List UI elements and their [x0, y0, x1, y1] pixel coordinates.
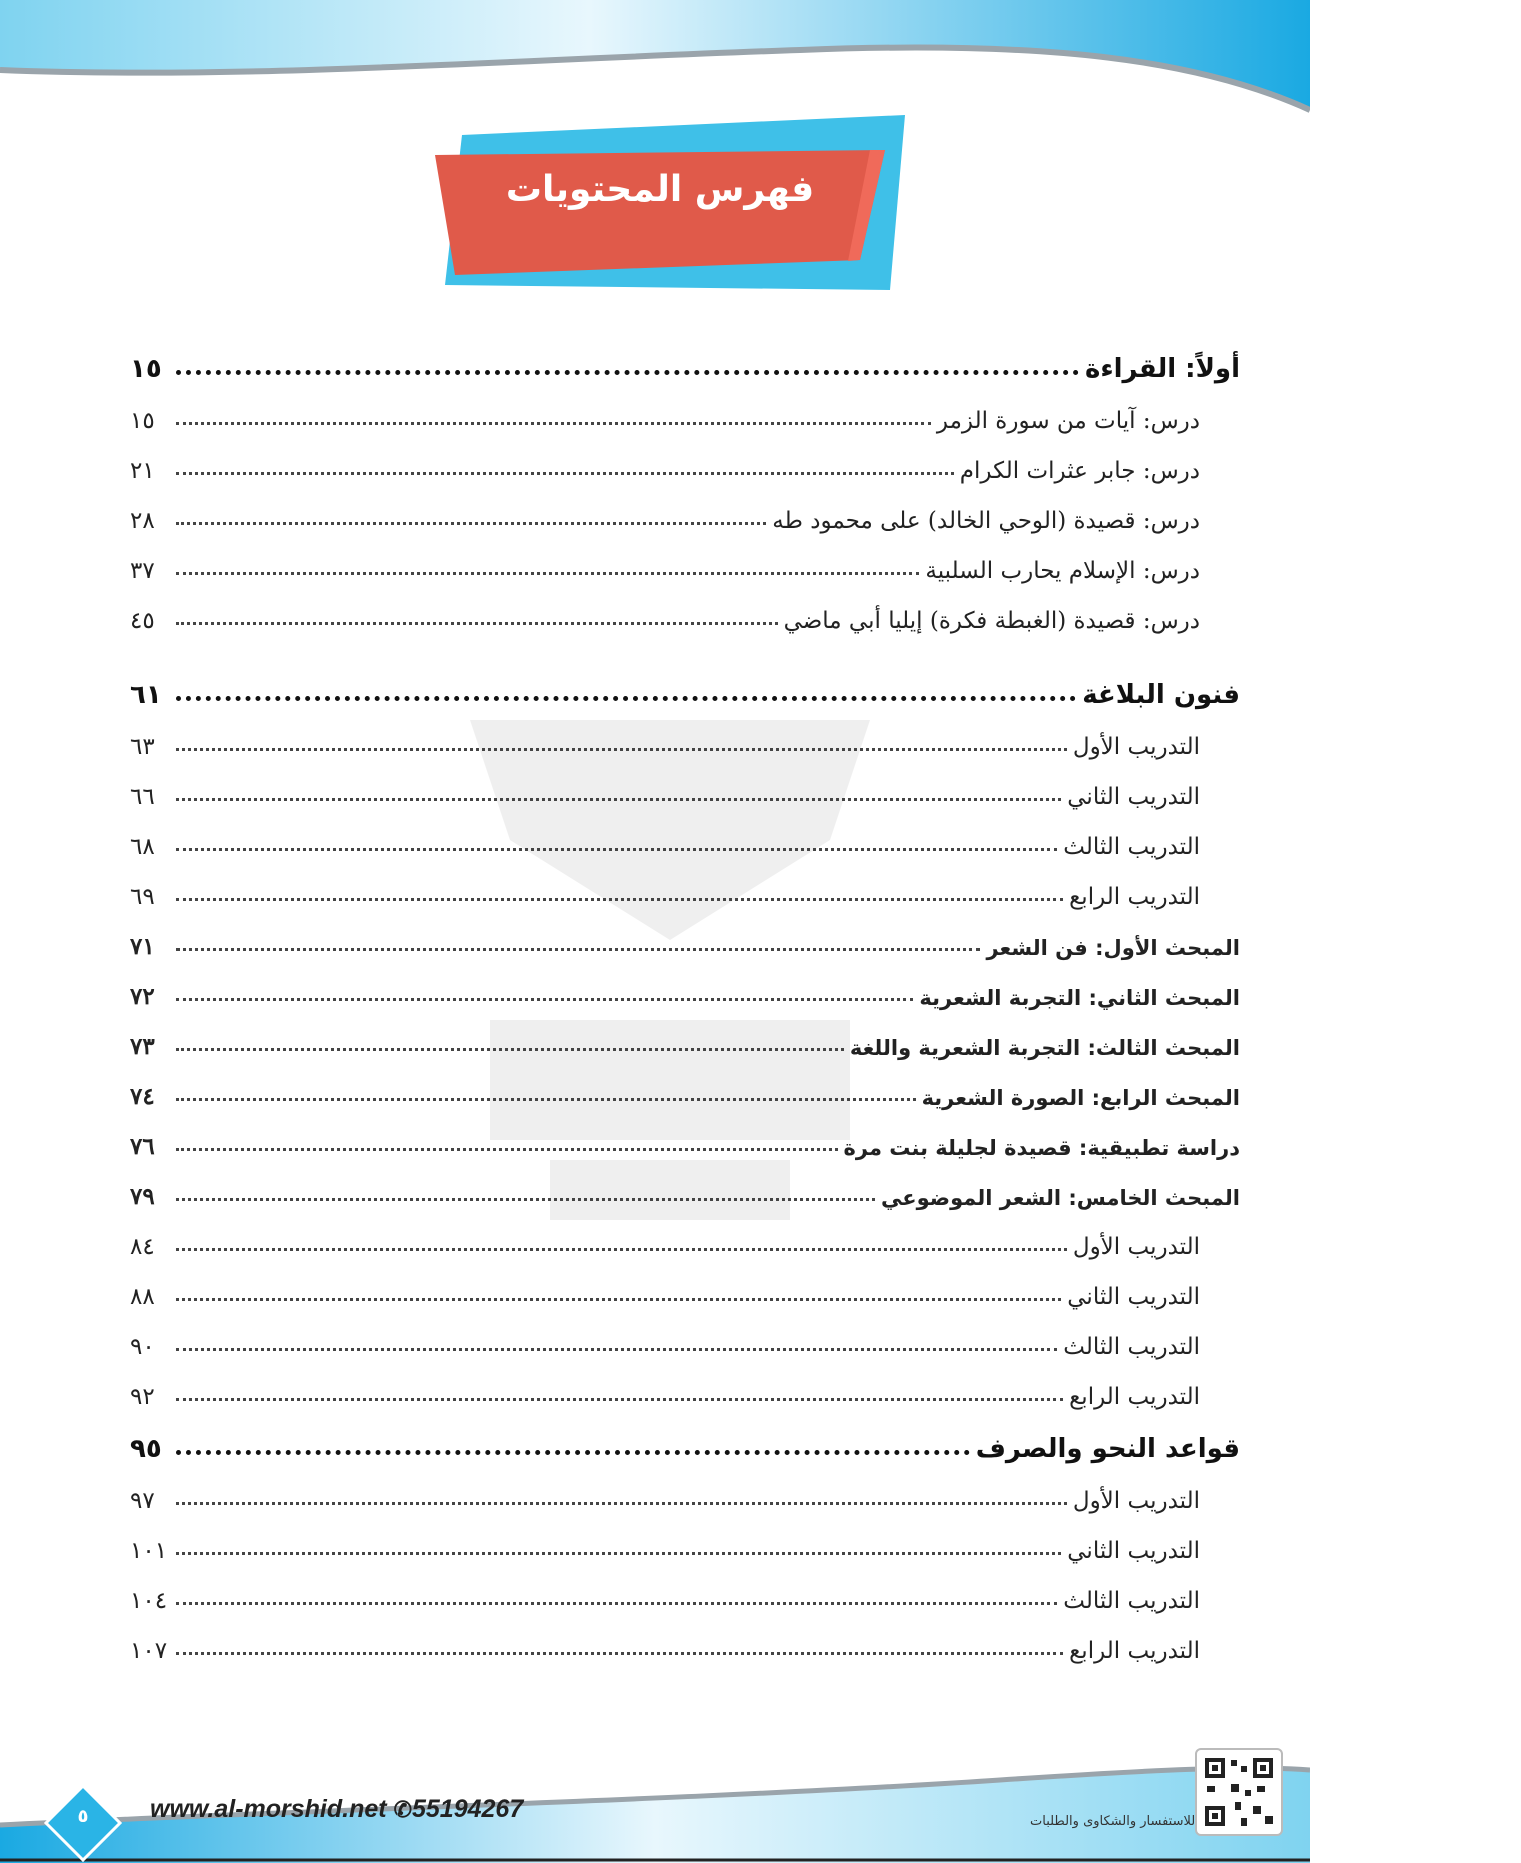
toc-entry-title: التدريب الرابع: [1069, 1638, 1200, 1664]
toc-entry-title: التدريب الأول: [1072, 734, 1200, 760]
toc-row[interactable]: [130, 1260, 1240, 1310]
toc-page-number: ٩٧: [130, 1488, 155, 1514]
toc-page-number: ٣٧: [130, 558, 155, 584]
toc-page-number: ٧١: [130, 933, 155, 960]
toc-entry-title: التدريب الرابع: [1069, 1384, 1200, 1410]
dot-leader: [176, 998, 913, 1001]
dot-leader: [176, 898, 1063, 901]
toc-page-number: ٩٢: [130, 1384, 155, 1410]
toc-page-number: ٦٨: [130, 834, 155, 860]
toc-page-number: ٩٥: [130, 1434, 162, 1464]
toc-entry-title: المبحث الثالث: التجربة الشعرية واللغة: [849, 1036, 1240, 1060]
dot-leader: [176, 1398, 1063, 1401]
page-title: فهرس المحتويات: [505, 169, 815, 210]
dot-leader: [176, 1552, 1061, 1555]
toc-row[interactable]: [130, 960, 1240, 1010]
toc-row[interactable]: [130, 1514, 1240, 1564]
dot-leader: [176, 1048, 844, 1051]
table-of-contents: [130, 330, 1240, 1664]
toc-row[interactable]: [130, 810, 1240, 860]
website-link[interactable]: www.al-morshid.net: [150, 1795, 387, 1823]
toc-page-number: ٦١: [130, 680, 162, 710]
toc-entry-title: درس: قصيدة (الوحي الخالد) على محمود طه: [772, 508, 1200, 534]
dot-leader: [176, 696, 1076, 701]
dot-leader: [176, 1198, 875, 1201]
toc-page-number: ١٥: [130, 408, 155, 434]
toc-page-number: ١٥: [130, 354, 162, 384]
toc-row[interactable]: [130, 434, 1240, 484]
toc-entry-title: قواعد النحو والصرف: [975, 1434, 1240, 1464]
toc-entry-title: التدريب الثاني: [1067, 1284, 1200, 1310]
toc-entry-title: التدريب الرابع: [1069, 884, 1200, 910]
toc-page-number: ٧٤: [130, 1083, 155, 1110]
page-number: ٥: [77, 1806, 89, 1827]
dot-leader: [176, 572, 919, 575]
toc-page-number: ٢٨: [130, 508, 155, 534]
toc-section-row[interactable]: [130, 330, 1240, 384]
dot-leader: [176, 748, 1067, 751]
toc-entry-title: دراسة تطبيقية: قصيدة لجليلة بنت مرة: [843, 1136, 1240, 1160]
toc-page-number: ٩٠: [130, 1334, 155, 1360]
toc-page-number: ١٠٧: [130, 1638, 168, 1664]
toc-row[interactable]: [130, 1160, 1240, 1210]
toc-row[interactable]: [130, 1310, 1240, 1360]
toc-row[interactable]: [130, 710, 1240, 760]
toc-page-number: ٧٩: [130, 1183, 155, 1210]
toc-entry-title: التدريب الأول: [1072, 1488, 1200, 1514]
toc-entry-title: درس: آيات من سورة الزمر: [936, 408, 1200, 434]
toc-entry-title: التدريب الأول: [1072, 1234, 1200, 1260]
toc-section-row[interactable]: [130, 656, 1240, 710]
toc-page-number: ٧٢: [130, 983, 155, 1010]
toc-entry-title: درس: الإسلام يحارب السلبية: [925, 558, 1200, 584]
dot-leader: [176, 948, 980, 951]
footer-note: للاستفسار والشكاوى والطلبات: [1030, 1814, 1196, 1829]
dot-leader: [176, 848, 1057, 851]
toc-section-row[interactable]: [130, 1410, 1240, 1464]
toc-row[interactable]: [130, 484, 1240, 534]
toc-entry-title: التدريب الثاني: [1067, 1538, 1200, 1564]
toc-row[interactable]: [130, 584, 1240, 634]
toc-page-number: ٦٦: [130, 784, 155, 810]
toc-entry-title: فنون البلاغة: [1082, 680, 1240, 710]
toc-entry-title: التدريب الثالث: [1063, 1588, 1200, 1614]
toc-row[interactable]: [130, 1210, 1240, 1260]
toc-entry-title: درس: قصيدة (الغبطة فكرة) إيليا أبي ماضي: [783, 608, 1200, 634]
toc-row[interactable]: [130, 1614, 1240, 1664]
dot-leader: [176, 622, 778, 625]
top-wave-decoration: [0, 0, 1310, 120]
toc-spacer: [130, 634, 1240, 656]
dot-leader: [176, 1502, 1067, 1505]
dot-leader: [176, 422, 931, 425]
dot-leader: [176, 798, 1061, 801]
toc-row[interactable]: [130, 860, 1240, 910]
page-margin: [1310, 0, 1521, 1863]
toc-row[interactable]: [130, 1464, 1240, 1514]
toc-row[interactable]: [130, 534, 1240, 584]
dot-leader: [176, 370, 1079, 375]
dot-leader: [176, 1450, 970, 1455]
toc-entry-title: التدريب الثالث: [1063, 834, 1200, 860]
toc-page-number: ٦٩: [130, 884, 155, 910]
dot-leader: [176, 522, 766, 525]
toc-page-number: ٧٦: [130, 1133, 155, 1160]
dot-leader: [176, 1348, 1057, 1351]
toc-row[interactable]: [130, 1060, 1240, 1110]
toc-page-number: ١٠٤: [130, 1588, 168, 1614]
toc-page-number: ١٠١: [130, 1538, 168, 1564]
toc-page-number: ٨٨: [130, 1284, 155, 1310]
dot-leader: [176, 1602, 1057, 1605]
toc-row[interactable]: [130, 384, 1240, 434]
toc-entry-title: التدريب الثاني: [1067, 784, 1200, 810]
toc-row[interactable]: [130, 1360, 1240, 1410]
toc-entry-title: المبحث الأول: فن الشعر: [986, 936, 1240, 960]
toc-page-number: ٢١: [130, 458, 155, 484]
toc-row[interactable]: [130, 1564, 1240, 1614]
toc-row[interactable]: [130, 760, 1240, 810]
toc-entry-title: التدريب الثالث: [1063, 1334, 1200, 1360]
toc-entry-title: درس: جابر عثرات الكرام: [959, 458, 1200, 484]
dot-leader: [176, 1098, 916, 1101]
toc-entry-title: المبحث الخامس: الشعر الموضوعي: [881, 1186, 1240, 1210]
dot-leader: [176, 1248, 1067, 1251]
dot-leader: [176, 1652, 1063, 1655]
dot-leader: [176, 1298, 1061, 1301]
phone-number: 55194267: [412, 1795, 524, 1823]
toc-entry-title: المبحث الرابع: الصورة الشعرية: [921, 1086, 1240, 1110]
toc-page-number: ٨٤: [130, 1234, 155, 1260]
dot-leader: [176, 472, 954, 475]
toc-row[interactable]: [130, 1010, 1240, 1060]
qr-code-icon[interactable]: [1195, 1748, 1283, 1836]
toc-page-number: ٤٥: [130, 608, 155, 634]
phone-icon: ✆: [393, 1797, 412, 1822]
toc-row[interactable]: [130, 910, 1240, 960]
toc-row[interactable]: [130, 1110, 1240, 1160]
toc-page-number: ٧٣: [130, 1033, 155, 1060]
toc-page-number: ٦٣: [130, 734, 155, 760]
dot-leader: [176, 1148, 838, 1151]
footer-contact: [150, 1795, 523, 1824]
toc-entry-title: المبحث الثاني: التجربة الشعرية: [919, 986, 1240, 1010]
toc-entry-title: أولاً: القراءة: [1085, 354, 1240, 384]
